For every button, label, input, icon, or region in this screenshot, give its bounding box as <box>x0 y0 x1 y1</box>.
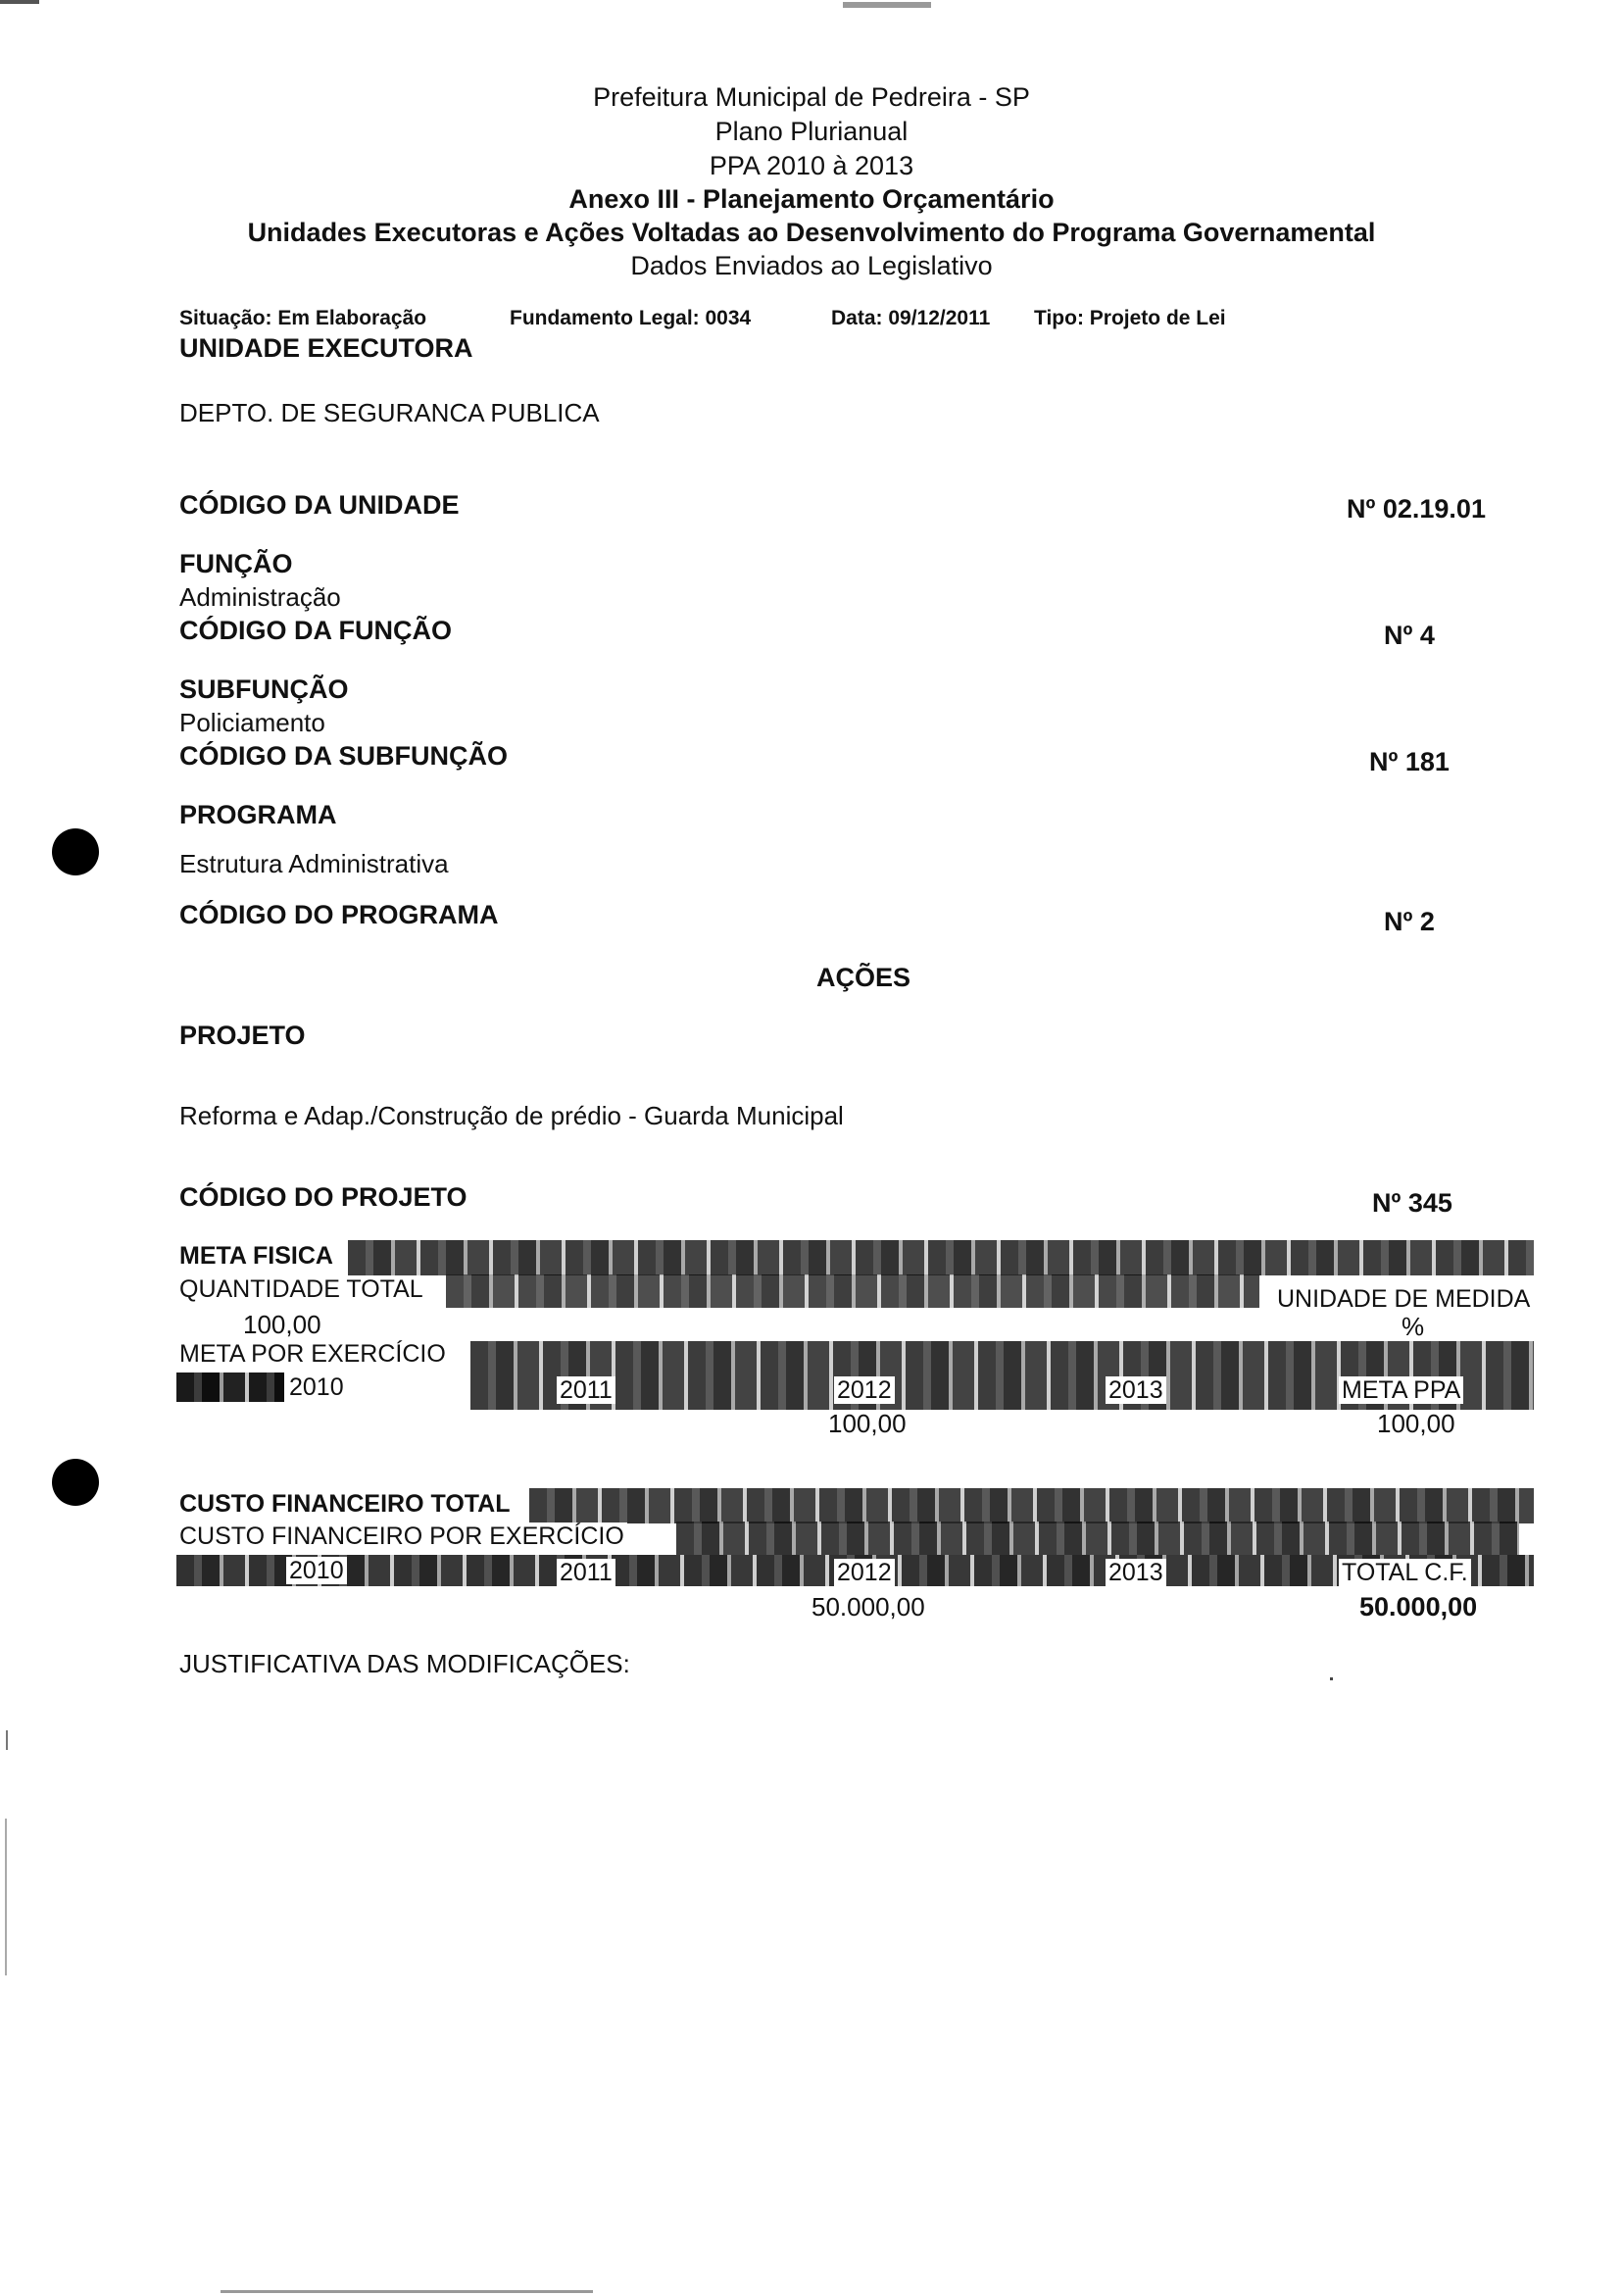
header-dados: Dados Enviados ao Legislativo <box>630 251 993 280</box>
quantidade-band <box>446 1274 1259 1308</box>
custo-year-2010: 2010 <box>286 1557 347 1584</box>
meta-year-2011: 2011 <box>557 1376 615 1404</box>
fundamento-legal: Fundamento Legal: 0034 <box>510 307 752 329</box>
codigo-projeto-value: Nº 345 <box>1372 1188 1452 1218</box>
meta-left-band <box>176 1373 284 1402</box>
meta-2012-value: 100,00 <box>828 1409 907 1438</box>
unidade-heading: UNIDADE EXECUTORA <box>179 333 473 363</box>
header-prefeitura: Prefeitura Municipal de Pedreira - SP <box>593 82 1030 112</box>
custo-year-2012: 2012 <box>834 1559 895 1586</box>
meta-ppa-label: META PPA <box>1339 1376 1463 1404</box>
scan-mark-top <box>843 2 931 8</box>
quantidade-total-value: 100,00 <box>243 1310 321 1339</box>
codigo-programa-label: CÓDIGO DO PROGRAMA <box>179 900 499 929</box>
custo-financeiro-total-heading: CUSTO FINANCEIRO TOTAL <box>176 1490 514 1518</box>
punch-hole-bottom <box>52 1459 99 1506</box>
header-plano: Plano Plurianual <box>714 117 909 146</box>
funcao-heading: FUNÇÃO <box>179 549 293 578</box>
codigo-subfuncao-label: CÓDIGO DA SUBFUNÇÃO <box>179 741 508 771</box>
quantidade-total-label: QUANTIDADE TOTAL <box>176 1275 426 1303</box>
custo-por-exercicio-label: CUSTO FINANCEIRO POR EXERCÍCIO <box>176 1522 627 1550</box>
unidade-medida-value: % <box>1402 1312 1425 1341</box>
situacao: Situação: Em Elaboração <box>179 307 427 329</box>
codigo-projeto-label: CÓDIGO DO PROJETO <box>179 1182 467 1212</box>
codigo-funcao-label: CÓDIGO DA FUNÇÃO <box>179 616 452 645</box>
meta-fisica-band <box>348 1240 1534 1275</box>
meta-year-2013: 2013 <box>1106 1376 1166 1404</box>
meta-por-exercicio-label: META POR EXERCÍCIO <box>176 1340 449 1368</box>
codigo-unidade-value: Nº 02.19.01 <box>1347 494 1486 524</box>
scan-mark-left-1 <box>6 1730 8 1750</box>
unidade-medida-label: UNIDADE DE MEDIDA <box>1274 1285 1533 1313</box>
custo-2012-value: 50.000,00 <box>812 1592 925 1622</box>
scan-mark-bottom <box>221 2290 593 2293</box>
punch-hole-top <box>52 828 99 875</box>
meta-year-2012: 2012 <box>834 1376 895 1404</box>
custo-year-2013: 2013 <box>1106 1559 1166 1586</box>
header-ppa: PPA 2010 à 2013 <box>709 151 914 180</box>
codigo-programa-value: Nº 2 <box>1384 907 1435 936</box>
subfuncao-name: Policiamento <box>179 708 325 737</box>
scan-mark-left-2 <box>5 1819 7 1975</box>
meta-fisica-heading: META FISICA <box>176 1242 336 1270</box>
meta-ppa-value: 100,00 <box>1377 1409 1455 1438</box>
tipo: Tipo: Projeto de Lei <box>1034 307 1226 329</box>
total-cf-value: 50.000,00 <box>1359 1592 1478 1622</box>
scan-mark-topleft <box>0 0 39 4</box>
custo-year-2011: 2011 <box>557 1559 615 1586</box>
total-cf-label: TOTAL C.F. <box>1339 1559 1471 1586</box>
programa-heading: PROGRAMA <box>179 800 337 829</box>
justificativa-label: JUSTIFICATIVA DAS MODIFICAÇÕES: <box>179 1649 630 1678</box>
subfuncao-heading: SUBFUNÇÃO <box>179 674 349 704</box>
codigo-subfuncao-value: Nº 181 <box>1369 747 1450 776</box>
header-anexo: Anexo III - Planejamento Orçamentário <box>568 184 1055 214</box>
custo-total-band <box>529 1488 1534 1523</box>
funcao-name: Administração <box>179 582 341 612</box>
projeto-name: Reforma e Adap./Construção de prédio - Guarda Municipal <box>179 1101 844 1130</box>
meta-year-2010: 2010 <box>286 1373 347 1401</box>
data: Data: 09/12/2011 <box>831 307 991 329</box>
header-unidades: Unidades Executoras e Ações Voltadas ao Desenvolvimento do Programa Governamental <box>247 218 1376 247</box>
unidade-name: DEPTO. DE SEGURANCA PUBLICA <box>179 398 600 427</box>
codigo-unidade-label: CÓDIGO DA UNIDADE <box>179 490 460 520</box>
programa-name: Estrutura Administrativa <box>179 849 449 878</box>
acoes-heading: AÇÕES <box>816 963 911 992</box>
codigo-funcao-value: Nº 4 <box>1384 621 1435 650</box>
custo-exercicio-band <box>676 1522 1519 1555</box>
projeto-heading: PROJETO <box>179 1021 306 1050</box>
scan-speck <box>1330 1677 1333 1680</box>
